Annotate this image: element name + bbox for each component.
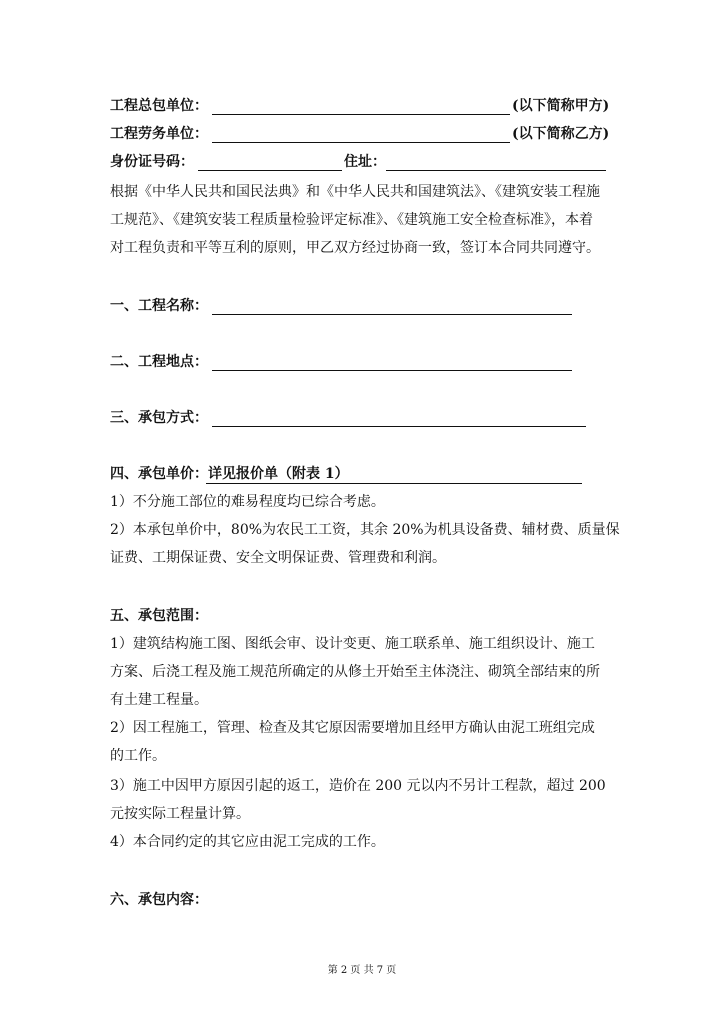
id-number-blank-line[interactable] (198, 170, 342, 171)
scope-item-1-line-2: 方案、后浇工程及施工规范所确定的从修土开始至主体浇注、砌筑全部结束的所 (110, 664, 600, 680)
labor-label: 工程劳务单位： (110, 126, 208, 142)
scope-item-2-line-2: 的工作。 (110, 748, 166, 764)
scope-item-4: 4）本合同约定的其它应由泥工完成的工作。 (110, 834, 385, 850)
scope-item-2-line-1: 2）因工程施工，管理、检查及其它原因需要增加且经甲方确认由泥工班组完成 (110, 720, 595, 736)
id-number-label: 身份证号码： (110, 154, 194, 170)
section-contract-content: 六、承包内容： (110, 892, 208, 908)
section-project-name: 一、工程名称： (110, 298, 208, 314)
scope-item-1-line-3: 有土建工程量。 (110, 692, 208, 708)
contractor-suffix: (以下简称甲方) (512, 98, 610, 114)
project-location-blank-line[interactable] (212, 370, 572, 371)
contractor-blank-line[interactable] (212, 114, 510, 115)
intro-line-3: 对工程负责和平等互利的原则，甲乙双方经过协商一致，签订本合同共同遵守。 (110, 240, 600, 256)
unit-price-underline (206, 483, 582, 484)
scope-item-3-line-2: 元按实际工程量计算。 (110, 806, 250, 822)
address-label: 住址： (344, 154, 386, 170)
scope-item-3-line-1: 3）施工中因甲方原因引起的返工，造价在 200 元以内不另计工程款，超过 200 (110, 778, 606, 794)
unit-price-item-1: 1）不分施工部位的难易程度均已综合考虑。 (110, 494, 385, 510)
project-name-blank-line[interactable] (212, 314, 572, 315)
contract-method-blank-line[interactable] (212, 426, 586, 427)
scope-item-1-line-1: 1）建筑结构施工图、图纸会审、设计变更、施工联系单、施工组织设计、施工 (110, 636, 595, 652)
section-unit-price: 四、承包单价：详见报价单（附表 1） (110, 466, 349, 482)
labor-blank-line[interactable] (212, 142, 510, 143)
intro-line-2: 工规范》、《建筑安装工程质量检验评定标准》、《建筑施工安全检查标准》，本着 (110, 212, 593, 228)
page-number-footer: 第 2 页 共 7 页 (327, 965, 397, 976)
contractor-label: 工程总包单位： (110, 98, 208, 114)
address-blank-line[interactable] (386, 170, 606, 171)
labor-suffix: (以下简称乙方) (512, 126, 610, 142)
unit-price-item-2: 2）本承包单价中，80%为农民工工资，其余 20%为机具设备费、辅材费、质量保 (110, 522, 620, 538)
intro-line-1: 根据《中华人民共和国民法典》和《中华人民共和国建筑法》、《建筑安装工程施 (110, 184, 600, 200)
section-contract-scope: 五、承包范围： (110, 608, 208, 624)
section-project-location: 二、工程地点： (110, 354, 208, 370)
section-contract-method: 三、承包方式： (110, 410, 208, 426)
unit-price-item-2-cont: 证费、工期保证费、安全文明保证费、管理费和利润。 (110, 550, 446, 566)
